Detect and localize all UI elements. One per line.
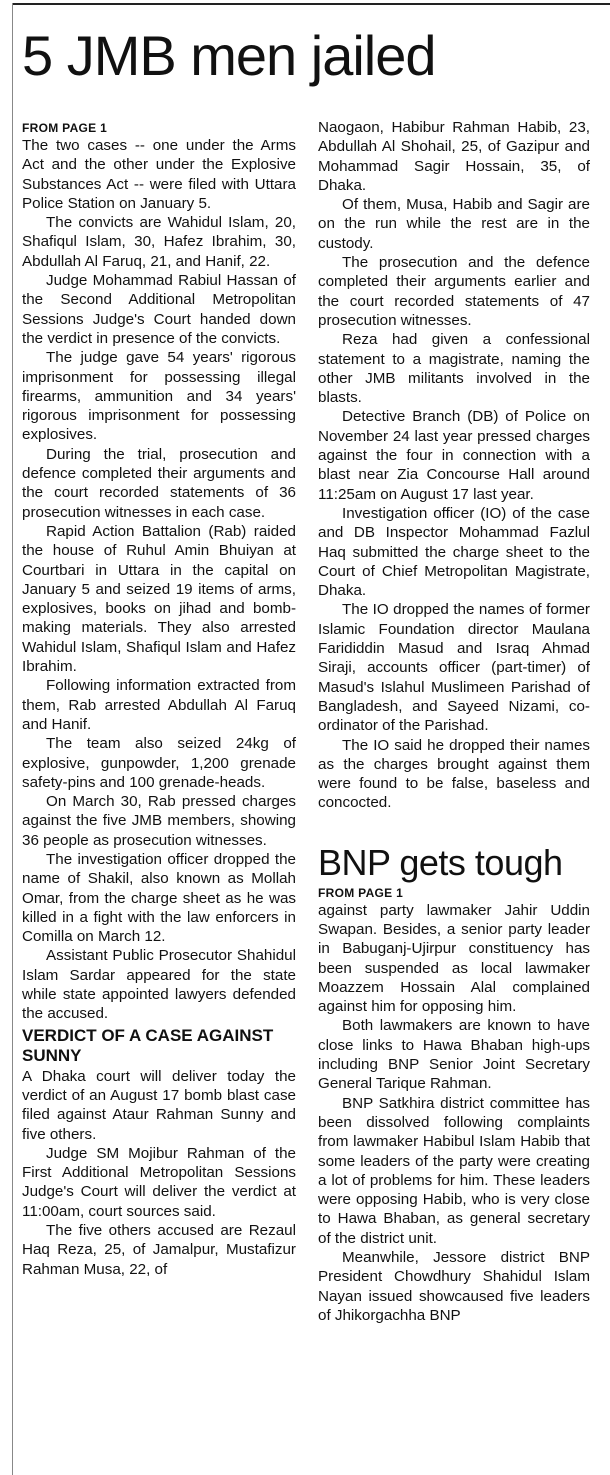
headline-bnp-gets-tough: BNP gets tough bbox=[318, 841, 563, 883]
paragraph: against party lawmaker Jahir Uddin Swapan. Besides, a senior party leader in Babuganj-Ujirpur constituency has been suspended as local lawmaker Moazzem Hossain Alal complained against him for opposing him. bbox=[318, 901, 590, 1016]
paragraph: The IO dropped the names of former Islamic Foundation director Maulana Farididdin Masud and Israq Ahmad Siraji, accounts officer (part-timer) of Masud's Islahul Muslimeen Parishad of Bangladesh, and Sayeed Nizami, co-ordinator of the Parishad. bbox=[318, 601, 590, 735]
paragraph: BNP Satkhira district committee has been dissolved following complaints from lawmaker Habibul Islam Habib that some leaders of the party were creating a lot of problems for him. These leaders were opposing Habib, who is very close to Hawa Bhaban, as general secretary of the district unit. bbox=[318, 1094, 590, 1247]
paragraph: Both lawmakers are known to have close links to Hawa Bhaban high-ups including BNP Senior Joint Secretary General Tarique Rahman. bbox=[318, 1017, 590, 1093]
paragraph: Rapid Action Battalion (Rab) raided the house of Ruhul Amin Bhuiyan at Courtbari in Uttara in the capital on January 5 and seized 19 items of arms, explosives, books on jihad and bomb-making materials. They also arrested Wahidul Islam, Shafiqul Islam and Hafez Ibrahim. bbox=[22, 522, 296, 676]
subhead-verdict-sunny: VERDICT OF A CASE AGAINST SUNNY bbox=[22, 1025, 274, 1065]
paragraph: Assistant Public Prosecutor Shahidul Islam Sardar appeared for the state while state appointed lawyers defended the accused. bbox=[22, 947, 296, 1023]
paragraph: Meanwhile, Jessore district BNP President Chowdhury Shahidul Islam Nayan issued showcaused five leaders of Jhikorgachha BNP bbox=[318, 1249, 590, 1324]
top-rule bbox=[12, 3, 610, 5]
paragraph: The five others accused are Rezaul Haq Reza, 25, of Jamalpur, Mustafizur Rahman Musa, 22, of bbox=[22, 1222, 296, 1278]
paragraph: Naogaon, Habibur Rahman Habib, 23, Abdullah Al Shohail, 25, of Gazipur and Mohammad Sagir Hossain, 35, of Dhaka. bbox=[318, 119, 590, 194]
dateline-from-page-1: FROM PAGE 1 bbox=[318, 885, 404, 900]
paragraph: Following information extracted from them, Rab arrested Abdullah Al Faruq and Hanif. bbox=[22, 677, 296, 733]
article-jmb-right-column bbox=[318, 118, 590, 1325]
paragraph: A Dhaka court will deliver today the verdict of an August 17 bomb blast case filed against Ataur Rahman Sunny and five others. bbox=[22, 1067, 296, 1143]
paragraph: Judge Mohammad Rabiul Hassan of the Second Additional Metropolitan Sessions Judge's Court handed down the verdict in presence of the convicts. bbox=[22, 272, 296, 347]
paragraph: Reza had given a confessional statement to a magistrate, naming the other JMB militants involved in the blasts. bbox=[318, 331, 590, 407]
paragraph: On March 30, Rab pressed charges against the five JMB members, showing 36 people as prosecution witnesses. bbox=[22, 793, 296, 849]
paragraph: The two cases -- one under the Arms Act and the other under the Explosive Substances Act -- were filed with Uttara Police Station on January 5. bbox=[22, 137, 296, 212]
paragraph: Investigation officer (IO) of the case and DB Inspector Mohammad Fazlul Haq submitted the charge sheet to the Court of Chief Metropolitan Magistrate, Dhaka. bbox=[318, 504, 590, 600]
article-jmb-left-column bbox=[22, 118, 296, 1279]
paragraph: Of them, Musa, Habib and Sagir are on the run while the rest are in the custody. bbox=[318, 196, 590, 252]
paragraph: Judge SM Mojibur Rahman of the First Additional Metropolitan Sessions Judge's Court will deliver the verdict at 11:00am, court sources said. bbox=[22, 1144, 296, 1220]
left-column-rule bbox=[12, 3, 13, 1475]
paragraph: The team also seized 24kg of explosive, gunpowder, 1,200 grenade safety-pins and 100 grenade-heads. bbox=[22, 735, 296, 791]
headline-jmb-jailed: 5 JMB men jailed bbox=[22, 24, 436, 87]
paragraph: The judge gave 54 years' rigorous imprisonment for possessing illegal firearms, ammunition and 34 years' rigorous imprisonment for possessing explosives. bbox=[22, 349, 296, 444]
paragraph: Detective Branch (DB) of Police on November 24 last year pressed charges against the four in connection with a blast near Zia Concourse Hall around 11:25am on August 17 last year. bbox=[318, 408, 590, 503]
paragraph: During the trial, prosecution and defence completed their arguments and the court recorded statements of 36 prosecution witnesses in each case. bbox=[22, 445, 296, 521]
dateline-from-page-1: FROM PAGE 1 bbox=[22, 121, 108, 135]
paragraph: The convicts are Wahidul Islam, 20, Shafiqul Islam, 30, Hafez Ibrahim, 30, Abdullah Al Faruq, 21, and Hanif, 22. bbox=[22, 214, 296, 270]
paragraph: The prosecution and the defence completed their arguments earlier and the court recorded statements of 47 prosecution witnesses. bbox=[318, 254, 590, 329]
paragraph: The IO said he dropped their names as the charges brought against them were found to be false, baseless and concocted. bbox=[318, 736, 590, 812]
paragraph: The investigation officer dropped the name of Shakil, also known as Mollah Omar, from the charge sheet as he was killed in a fight with the law enforcers in Comilla on March 12. bbox=[22, 850, 296, 946]
